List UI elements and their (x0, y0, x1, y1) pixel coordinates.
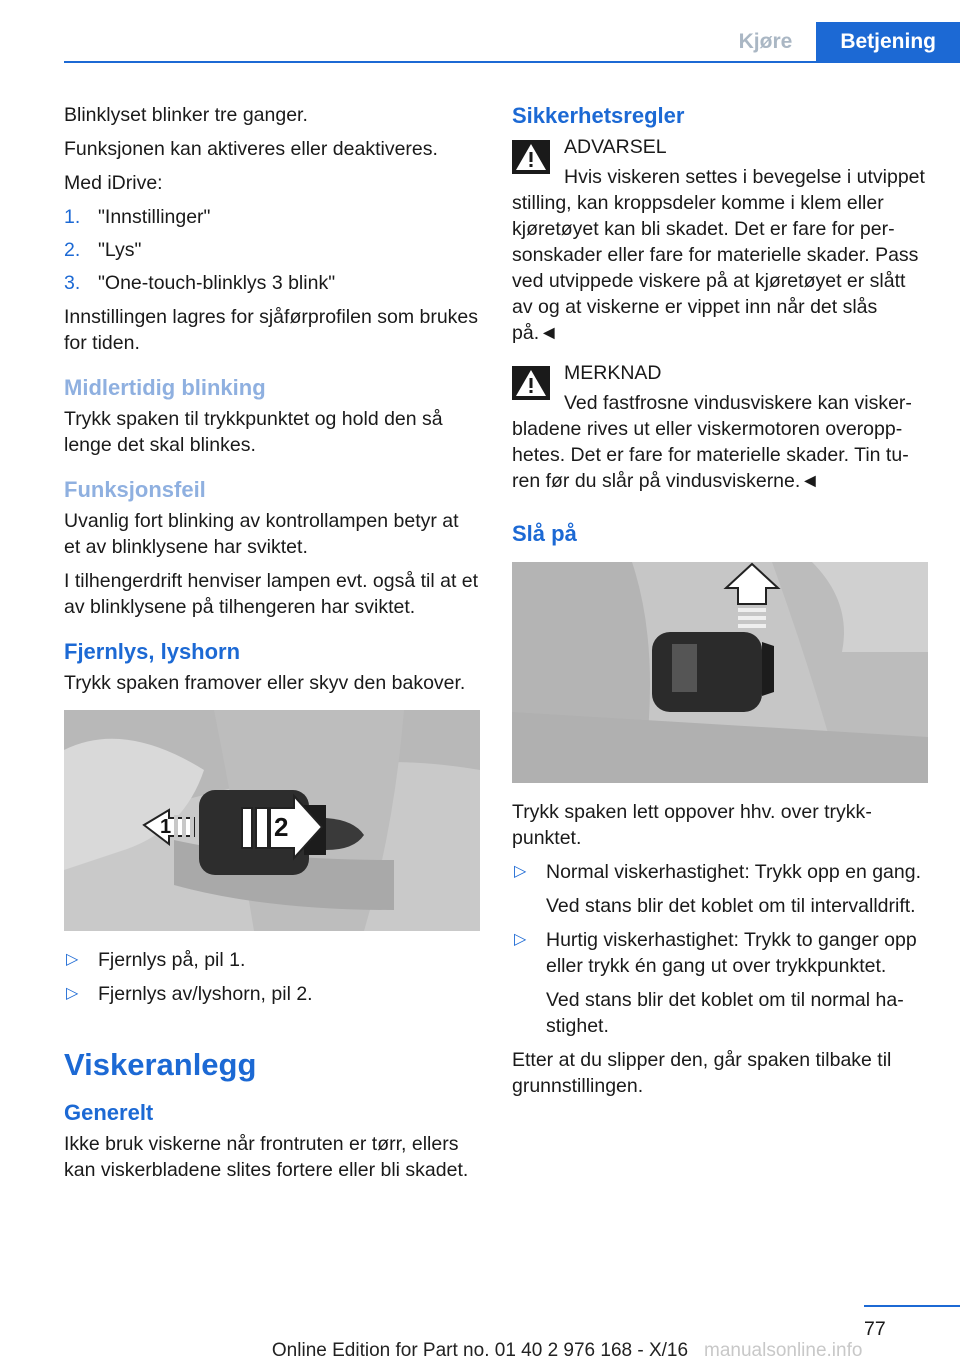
list-item (512, 859, 928, 919)
heading-temporary-blinking: Midlertidig blinking (64, 375, 266, 400)
paragraph: Innstillingen lagres for sjåførprofilen som brukes for tiden. (64, 306, 479, 354)
list-item (64, 237, 480, 263)
paragraph: Etter at du slipper den, går spaken tilbake til grunnstillingen. (512, 1049, 892, 1097)
paragraph: Trykk spaken til trykkpunktet og hold den så lenge det skal blinkes. (64, 408, 443, 456)
edition-text: Online Edition for Part no. 01 40 2 976 168 - X/16 (271, 1340, 689, 1361)
bullet-subtext: Ved stans blir det koblet om til normal hastighet. (546, 989, 904, 1037)
notice-block (512, 360, 928, 494)
heading-high-beam: Fjernlys, lyshorn (64, 639, 241, 664)
notice-text: Ved fastfrosne vindusviskere kan viskerbladene rives ut eller viskermotoren overopphetes. Det er fare for materielle skader. Tin turen før du slår på vindusviskerne.◄ (512, 392, 912, 492)
heading-wiper-system: Viskeranlegg (64, 1047, 257, 1082)
paragraph: Trykk spaken framover eller skyv den bakover. (64, 672, 466, 694)
warning-title: ADVARSEL (564, 136, 667, 158)
warning-triangle-icon (512, 140, 550, 174)
warning-text: Hvis viskeren settes i bevegelse i utvippet stilling, kan kroppsdeler komme i klem eller kjøretøyet kan bli skadet. Det er fare for personskader eller fare for materielle skader. Pass ved utvippede viskere på at kjøretøyet er slått av og at viskerne er vippet inn når det slås på.◄ (512, 166, 925, 344)
step-text: "One-touch-blinklys 3 blink" (98, 272, 336, 294)
heading-general: Generelt (64, 1100, 154, 1125)
list-item (64, 204, 480, 230)
step-text: "Innstillinger" (98, 206, 211, 228)
bullet-triangle-icon: ▷ (514, 931, 527, 948)
bullet-triangle-icon: ▷ (66, 951, 79, 968)
bullet-subtext: Ved stans blir det koblet om til intervalldrift. (546, 895, 916, 917)
bullet-text: Normal viskerhastighet: Trykk opp en gang. (546, 861, 922, 883)
left-column (64, 102, 480, 1191)
heading-malfunction: Funksjonsfeil (64, 477, 206, 502)
heading-safety: Sikkerhetsregler (512, 103, 685, 128)
bullet-text: Hurtig viskerhastighet: Trykk to ganger opp eller trykk én gang ut over trykkpunktet. (546, 929, 917, 977)
paragraph: Uvanlig fort blinking av kontrollampen betyr at et av blinklysene har sviktet. (64, 510, 459, 558)
tab-chapter[interactable]: Kjøre (715, 22, 817, 62)
paragraph: Med iDrive: (64, 172, 163, 194)
step-number: 1. (64, 206, 81, 228)
arrow-label-2: 2 (274, 812, 289, 842)
paragraph: I tilhengerdrift henviser lampen evt. også til at et av blinklysene på tilhengeren har sviktet. (64, 570, 479, 618)
step-text: "Lys" (98, 239, 142, 261)
step-number: 2. (64, 239, 81, 261)
footer-rule (864, 1305, 960, 1307)
warning-block (512, 134, 928, 346)
heading-switch-on: Slå på (512, 521, 577, 546)
high-beam-bullets (64, 947, 480, 1007)
arrow-label-1: 1 (160, 816, 172, 838)
list-item (64, 947, 480, 973)
paragraph: Trykk spaken lett oppover hhv. over trykkpunktet. (512, 801, 872, 849)
bullet-text: Fjernlys av/lyshorn, pil 2. (98, 983, 313, 1005)
warning-triangle-icon (512, 366, 550, 400)
bullet-triangle-icon: ▷ (514, 863, 527, 880)
right-column (512, 102, 928, 1107)
header-rule (64, 61, 960, 63)
idrive-steps (64, 204, 480, 296)
bullet-text: Fjernlys på, pil 1. (98, 949, 246, 971)
paragraph: Ikke bruk viskerne når frontruten er tørr, ellers kan viskerbladene slites fortere eller bli skadet. (64, 1133, 469, 1181)
watermark: manualsonline.info (704, 1340, 863, 1361)
step-number: 3. (64, 272, 81, 294)
paragraph: Funksjonen kan aktiveres eller deaktiveres. (64, 138, 438, 160)
tab-section[interactable]: Betjening (816, 22, 960, 62)
list-item (64, 981, 480, 1007)
switch-on-bullets (512, 859, 928, 1039)
list-item (64, 270, 480, 296)
header-tabs (715, 22, 960, 62)
high-beam-lever-figure (64, 710, 480, 931)
list-item (512, 927, 928, 1039)
page-number: 77 (864, 1318, 886, 1340)
wiper-lever-figure (512, 562, 928, 783)
notice-title: MERKNAD (564, 362, 662, 384)
paragraph: Blinklyset blinker tre ganger. (64, 104, 308, 126)
bullet-triangle-icon: ▷ (66, 985, 79, 1002)
